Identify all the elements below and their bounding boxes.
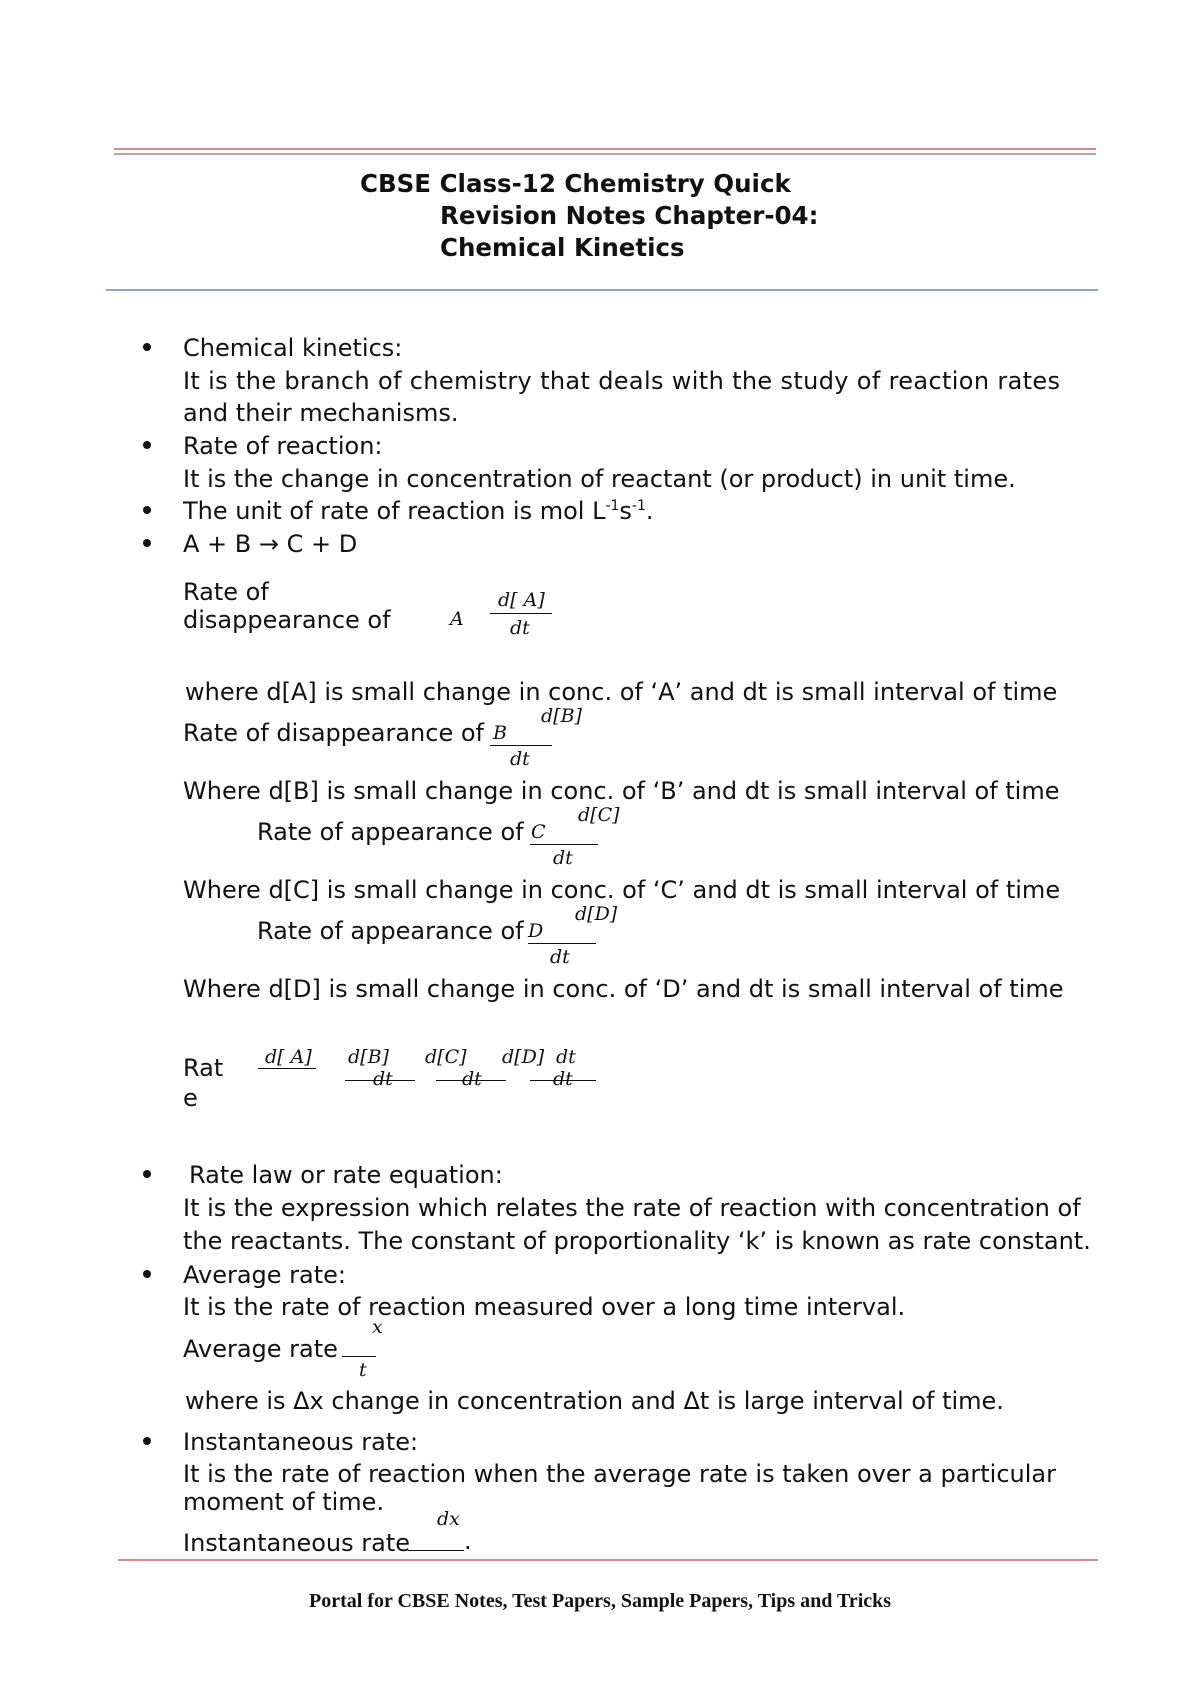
rate-b-label: Rate of disappearance of (183, 719, 484, 747)
avg-heading: Average rate: (183, 1261, 347, 1289)
inst-fraction-bar (408, 1550, 464, 1551)
reaction-equation: A + B → C + D (183, 530, 358, 558)
rate-a-species: A (450, 608, 464, 630)
unit-prefix: The unit of rate of reaction is mol L (183, 497, 606, 525)
rate-c-label: Rate of appearance of (257, 818, 524, 846)
footer-text: Portal for CBSE Notes, Test Papers, Sample Papers, Tips and Tricks (309, 1590, 892, 1612)
rate-a-fraction-bar (490, 613, 552, 614)
rate-eq-bar-b (345, 1080, 415, 1081)
bullet (143, 1170, 151, 1178)
rate-eq-term-a: d[ A] (265, 1046, 312, 1068)
footer-rule (118, 1559, 1098, 1561)
rate-eq-dt-4: dt (553, 1068, 573, 1090)
page-title-line3: Chemical Kinetics (440, 233, 685, 262)
rate-eq-dt-1: dt (373, 1068, 393, 1090)
avg-def: It is the rate of reaction measured over a long time interval. (183, 1293, 906, 1321)
inst-def-line2: moment of time. (183, 1488, 385, 1516)
rate-a-label-line1: Rate of (183, 578, 269, 606)
rate-eq-term-d: d[D] (502, 1046, 545, 1068)
avg-label: Average rate (183, 1335, 338, 1363)
rate-def: It is the change in concentration of reactant (or product) in unit time. (183, 465, 1016, 493)
rate-law-def-line1: It is the expression which relates the rate of reaction with concentration of (183, 1194, 1081, 1222)
rate-c-species: C (531, 821, 546, 843)
avg-denominator: t (359, 1359, 367, 1381)
kinetics-def-line1: It is the branch of chemistry that deals with the study of reaction rates (183, 367, 1061, 395)
rate-heading: Rate of reaction: (183, 432, 383, 460)
bullet (143, 1437, 151, 1445)
bullet (143, 343, 151, 351)
rate-law-def-line2: the reactants. The constant of proportionality ‘k’ is known as rate constant. (183, 1227, 1091, 1255)
header-top-rule-2 (114, 153, 1096, 155)
inst-def-line1: It is the rate of reaction when the average rate is taken over a particular (183, 1460, 1056, 1488)
unit-exp-1: -1 (605, 498, 620, 514)
avg-note: where is Δx change in concentration and Δt is large interval of time. (185, 1387, 1004, 1415)
unit-text (183, 499, 654, 523)
inst-label: Instantaneous rate (183, 1529, 410, 1557)
rate-eq-term-b: d[B] (348, 1046, 389, 1068)
rate-eq-label-line2: e (183, 1084, 198, 1112)
bullet (143, 441, 151, 449)
rate-d-denominator: dt (550, 946, 570, 968)
rate-a-denominator: dt (510, 617, 530, 639)
page-title-line1: CBSE Class-12 Chemistry Quick (360, 169, 791, 198)
rate-d-note: Where d[D] is small change in conc. of ‘D’ and dt is small interval of time (183, 975, 1064, 1003)
rate-b-denominator: dt (510, 748, 530, 770)
bullet (143, 539, 151, 547)
inst-numerator: dx (437, 1508, 460, 1530)
rate-eq-dt-3: dt (556, 1046, 576, 1068)
bullet (143, 506, 151, 514)
rate-eq-bar-d (530, 1080, 596, 1081)
header-bottom-rule (106, 289, 1098, 291)
kinetics-def-line2: and their mechanisms. (183, 399, 459, 427)
unit-end: . (645, 497, 654, 525)
rate-b-fraction-bar (490, 745, 552, 746)
rate-c-numerator: d[C] (578, 804, 620, 826)
rate-d-label: Rate of appearance of (257, 917, 524, 945)
kinetics-heading: Chemical kinetics: (183, 334, 403, 362)
rate-a-numerator: d[ A] (498, 589, 545, 611)
rate-d-numerator: d[D] (575, 903, 618, 925)
rate-c-fraction-bar (530, 844, 598, 845)
rate-eq-label-line1: Rat (183, 1054, 224, 1082)
rate-d-species: D (528, 920, 544, 942)
rate-a-label-line2: disappearance of (183, 606, 391, 634)
avg-fraction-bar (342, 1356, 376, 1357)
rate-a-note: where d[A] is small change in conc. of ‘A’ and dt is small interval of time (185, 678, 1058, 706)
rate-d-fraction-bar (528, 943, 596, 944)
page-title-line2: Revision Notes Chapter-04: (440, 201, 819, 230)
rate-eq-term-c: d[C] (425, 1046, 467, 1068)
avg-numerator: x (372, 1316, 383, 1338)
rate-eq-bar-a (258, 1068, 316, 1069)
bullet (143, 1270, 151, 1278)
rate-b-species: B (493, 722, 507, 744)
rate-law-heading: Rate law or rate equation: (189, 1161, 503, 1189)
header-top-rule (114, 148, 1096, 150)
rate-c-denominator: dt (553, 847, 573, 869)
inst-heading: Instantaneous rate: (183, 1428, 419, 1456)
rate-eq-bar-c (436, 1080, 506, 1081)
rate-b-numerator: d[B] (541, 705, 582, 727)
rate-b-note: Where d[B] is small change in conc. of ‘B’ and dt is small interval of time (183, 777, 1060, 805)
rate-c-note: Where d[C] is small change in conc. of ‘C’ and dt is small interval of time (183, 876, 1061, 904)
unit-exp-2: -1 (631, 498, 646, 514)
unit-mid: s (619, 497, 632, 525)
inst-end: . (464, 1527, 472, 1555)
rate-eq-dt-2: dt (462, 1068, 482, 1090)
